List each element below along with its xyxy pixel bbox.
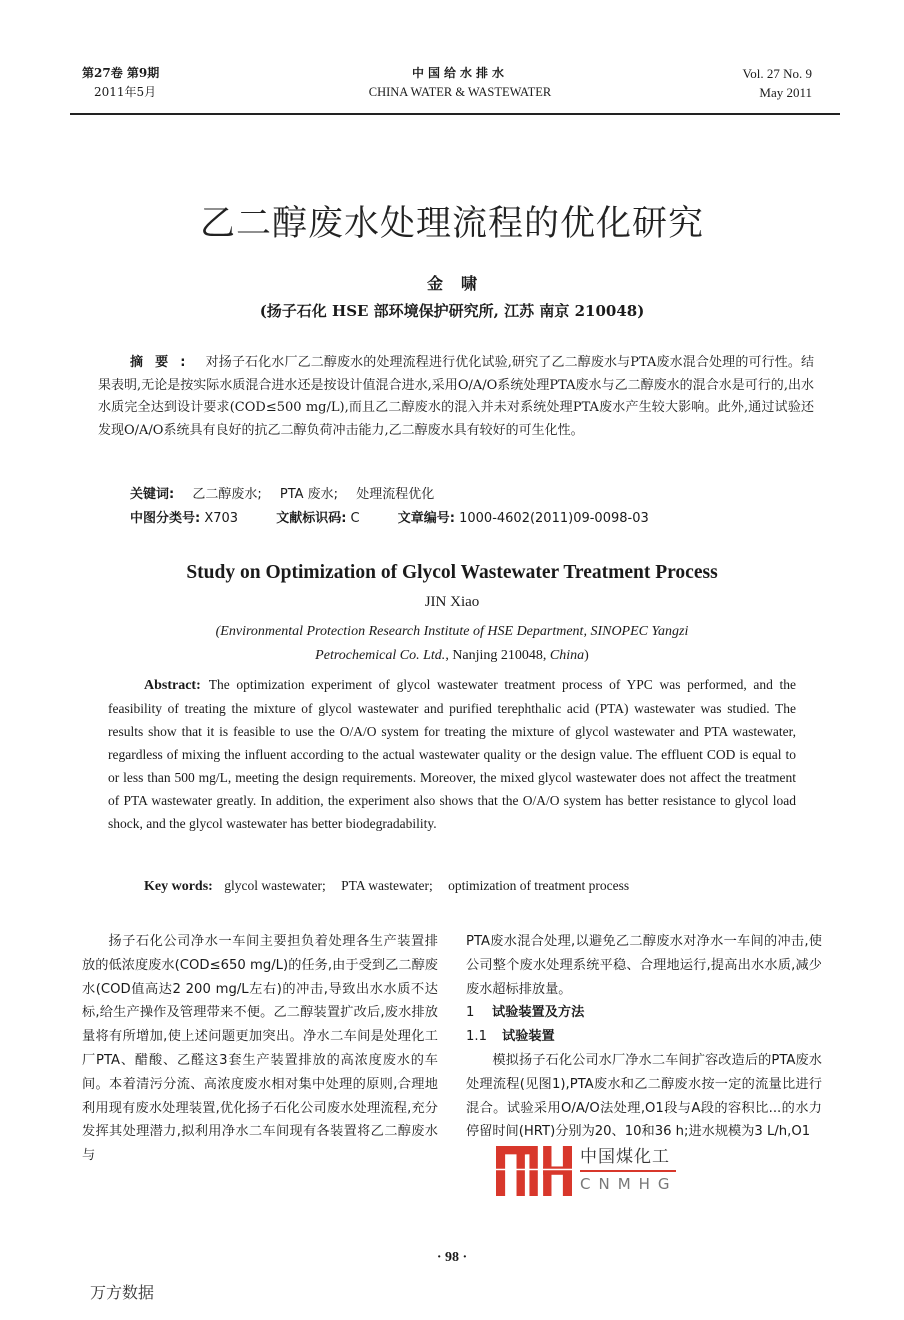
section-heading-1-1 xyxy=(466,1025,822,1049)
header-volume-issue-en: Vol. 27 No. 9 xyxy=(742,66,812,81)
header-date-cn: 2011年5月 xyxy=(94,85,157,99)
header-issue-cn xyxy=(82,64,159,102)
abstract-en-text: The optimization experiment of glycol wastewater treatment process of YPC was performed, and the feasibility of treating the mixture of glycol wastewater and purified terephthalic acid (PTA) wastewater was studied. The results show that it is feasible to use the O/A/O system for treating the mixture of glycol wastewater and PTA wastewater, regardless of mixing the influent according to the actual wastewater quality or the design value. The effluent COD is equal to or less than 500 mg/L, meeting the design requirements. Moreover, the mixed glycol wastewater does not affect the treatment of PTA wastewater greatly. In addition, the experiment also shows that the O/A/O system has better resistance to glycol load shock, and the glycol wastewater has better biodegradability. xyxy=(108,677,796,831)
article-no-value: 1000-4602(2011)09-0098-03 xyxy=(459,511,649,526)
affiliation-en-line1: (Environmental Protection Research Institute of HSE Department, SINOPEC Yangzi xyxy=(215,624,689,639)
keyword-cn: PTA 废水; xyxy=(279,487,339,502)
abstract-cn-label: 摘要: xyxy=(130,355,198,370)
header-volume-issue-cn: 第27卷 第9期 xyxy=(82,66,160,80)
page-number: · 98 · xyxy=(436,1250,468,1265)
section-number: 1 xyxy=(466,1005,475,1021)
journal-name-cn: 中国给水排水 xyxy=(411,66,508,80)
affiliation-cn: (扬子石化 HSE 部环境保护研究所, 江苏 南京 210048) xyxy=(259,302,645,320)
abstract-cn xyxy=(98,352,814,442)
affiliation-en-close: ) xyxy=(584,648,589,663)
affiliation-en-country: China xyxy=(549,648,585,663)
body-right-column xyxy=(466,930,822,1200)
header-issue-en xyxy=(743,64,812,102)
clc-value: X703 xyxy=(204,511,239,526)
section-title: 试验装置 xyxy=(502,1029,555,1045)
paper-title-en: Study on Optimization of Glycol Wastewater Treatment Process xyxy=(186,562,718,583)
classification-line xyxy=(130,508,649,530)
section-number: 1.1 xyxy=(466,1029,487,1045)
doc-code-value: C xyxy=(350,511,360,526)
watermark-divider xyxy=(580,1170,676,1172)
abstract-cn-text: 对扬子石化水厂乙二醇废水的处理流程进行优化试验,研究了乙二醇废水与PTA废水混合处理的可行性。结果表明,无论是按实际水质混合进水还是按设计值混合进水,采用O/A/O系统处理PTA废水与乙二醇废水的混合水是可行的,出水水质完全达到设计要求(COD≤500 mg/L),而且乙二醇废水的混入并未对系统处理PTA废水产生较大影响。此外,通过试验还发现O/A/O系统具有良好的抗乙二醇负荷冲击能力,乙二醇废水具有较好的可生化性。 xyxy=(98,355,815,438)
clc-label: 中图分类号: xyxy=(130,511,201,526)
keyword-en: optimization of treatment process xyxy=(448,878,630,893)
mh-logo-icon xyxy=(496,1146,572,1196)
keywords-cn-label: 关键词: xyxy=(130,487,175,502)
keywords-en-label: Key words: xyxy=(144,879,213,894)
keyword-en: glycol wastewater; xyxy=(224,878,326,893)
source-label: 万方数据 xyxy=(90,1283,155,1302)
body-paragraph: PTA废水混合处理,以避免乙二醇废水对净水一车间的冲击,使公司整个废水处理系统平稳、合理地运行,提高出水水质,减少废水超标排放量。 xyxy=(466,934,822,997)
watermark-logo xyxy=(496,1146,736,1198)
paper-title-cn: 乙二醇废水处理流程的优化研究 xyxy=(199,204,704,244)
keyword-en: PTA wastewater; xyxy=(341,878,433,893)
header-divider xyxy=(70,113,840,115)
article-no-label: 文章编号: xyxy=(397,511,455,526)
abstract-en xyxy=(108,673,796,835)
watermark-name-cn: 中国煤化工 xyxy=(580,1147,670,1168)
affiliation-en-company: Petrochemical Co. Ltd. xyxy=(315,648,446,663)
body-paragraph: 扬子石化公司净水一车间主要担负着处理各生产装置排放的低浓度废水(COD≤650 mg/L)的任务,由于受到乙二醇废水(COD值高达2 200 mg/L左右)的冲击,导致出水水质不达标,给生产操作及管理带来不便。乙二醇装置扩改后,废水排放量将有所增加,使上述问题更加突出。净水二车间是处理化工厂PTA、醋酸、乙醛这3套生产装置排放的高浓度废水的车间。本着清污分流、高浓度废水相对集中处理的原则,合理地利用现有废水处理装置,优化扬子石化公司废水处理流程,充分发挥其处理潜力,拟利用净水二车间现有各装置将乙二醇废水与 xyxy=(82,934,438,1164)
abstract-en-label: Abstract: xyxy=(144,678,201,693)
doc-code-label: 文献标识码: xyxy=(276,511,347,526)
affiliation-en xyxy=(0,620,904,668)
journal-name-en: CHINA WATER & WASTEWATER xyxy=(368,85,552,99)
body-left-column xyxy=(82,930,438,1168)
keyword-cn: 处理流程优化 xyxy=(356,487,435,502)
affiliation-en-city: , Nanjing 210048, xyxy=(445,648,550,663)
section-heading-1 xyxy=(466,1001,822,1025)
body-paragraph: 模拟扬子石化公司水厂净水二车间扩容改造后的PTA废水处理流程(见图1),PTA废水和乙二醇废水按一定的流量比进行混合。试验采用O/A/O法处理,O1段与A段的容积比...的水力停留时间(HRT)分别为20、10和36 h;进水规模为3 L/h,O1 xyxy=(466,1052,822,1140)
author-cn: 金啸 xyxy=(426,274,495,293)
header-date-en: May 2011 xyxy=(759,85,812,100)
author-en: JIN Xiao xyxy=(424,594,480,610)
watermark-name-en: CNMHG xyxy=(580,1175,678,1194)
keywords-cn xyxy=(130,484,434,506)
keywords-en xyxy=(144,878,641,895)
header-journal xyxy=(300,64,620,102)
keyword-cn: 乙二醇废水; xyxy=(192,487,262,502)
section-title: 试验装置及方法 xyxy=(492,1005,585,1021)
